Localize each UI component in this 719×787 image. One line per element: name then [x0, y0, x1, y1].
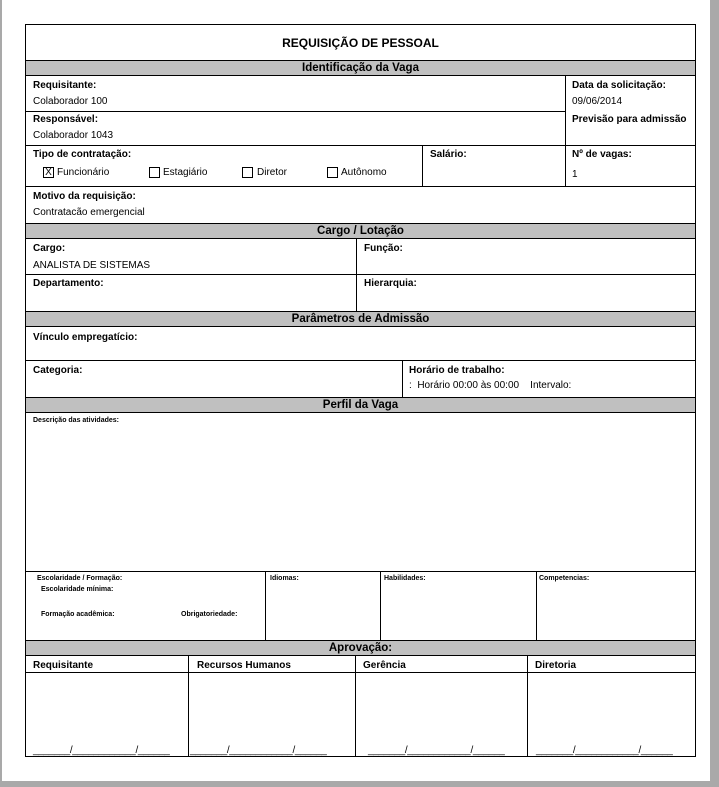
checkbox-label-diretor: Diretor	[257, 167, 288, 178]
horario-label: Horário de trabalho:	[409, 365, 505, 376]
requisition-form	[25, 24, 696, 757]
idiomas-label: Idiomas:	[270, 575, 299, 582]
divider	[422, 145, 423, 186]
section-header-perfil: Perfil da Vaga	[26, 397, 695, 413]
section-header-aprovacao: Aprovação:	[26, 640, 695, 656]
cargo-label: Cargo:	[33, 243, 66, 254]
tipo-contratacao-label: Tipo de contratação:	[33, 149, 132, 160]
previsao-admissao-label: Previsão para admissão	[572, 114, 687, 125]
responsavel-value: Colaborador 1043	[33, 130, 114, 141]
page-shadow	[0, 781, 719, 787]
divider	[536, 571, 537, 640]
divider	[26, 186, 695, 187]
aprovacao-col-diretoria: Diretoria	[535, 660, 577, 671]
signature-line-gerencia: _______/____________/______	[368, 745, 505, 756]
cargo-value: ANALISTA DE SISTEMAS	[33, 260, 151, 271]
requisitante-value: Colaborador 100	[33, 96, 108, 107]
hierarquia-label: Hierarquia:	[364, 278, 417, 289]
habilidades-label: Habilidades:	[384, 575, 426, 582]
checkbox-autonomo[interactable]	[327, 167, 338, 178]
formacao-academica-label: Formação acadêmica:	[41, 611, 115, 618]
form-title: REQUISIÇÃO DE PESSOAL	[282, 36, 439, 50]
divider	[355, 656, 356, 757]
checkbox-label-estagiario: Estagiário	[163, 167, 208, 178]
checkbox-label-funcionario: Funcionário	[57, 167, 110, 178]
requisitante-label: Requisitante:	[33, 80, 97, 91]
num-vagas-label: Nº de vagas:	[572, 149, 632, 160]
competencias-label: Competencias:	[539, 575, 590, 582]
salario-label: Salário:	[430, 149, 467, 160]
divider	[26, 571, 695, 572]
section-header-parametros: Parâmetros de Admissão	[26, 311, 695, 327]
escolaridade-label: Escolaridade / Formação:	[37, 575, 123, 582]
aprovacao-col-gerencia: Gerência	[363, 660, 406, 671]
divider	[565, 145, 566, 186]
data-solicitacao-label: Data da solicitação:	[572, 80, 666, 91]
categoria-label: Categoria:	[33, 365, 83, 376]
section-header-cargo: Cargo / Lotação	[26, 223, 695, 239]
divider	[265, 571, 266, 640]
horario-value: : Horário 00:00 às 00:00 Intervalo:	[409, 380, 572, 391]
checkbox-label-autonomo: Autônomo	[341, 167, 387, 178]
page-shadow	[710, 0, 719, 787]
signature-line-diretoria: _______/____________/______	[536, 745, 673, 756]
divider	[402, 360, 403, 397]
aprovacao-col-requisitante: Requisitante	[33, 660, 94, 671]
num-vagas-value: 1	[572, 169, 578, 180]
signature-line-requisitante: _______/____________/______	[33, 745, 170, 756]
descricao-atividades-label: Descrição das atividades:	[33, 417, 119, 424]
vinculo-label: Vínculo empregatício:	[33, 332, 138, 343]
divider	[26, 360, 695, 361]
divider	[380, 571, 381, 640]
divider	[527, 656, 528, 757]
checkbox-estagiario[interactable]	[149, 167, 160, 178]
funcao-label: Função:	[364, 243, 403, 254]
divider	[188, 656, 189, 757]
motivo-label: Motivo da requisição:	[33, 191, 136, 202]
motivo-value: Contratacão emergencial	[33, 207, 145, 218]
section-header-identificacao: Identificação da Vaga	[26, 60, 695, 76]
divider	[26, 111, 565, 112]
divider	[565, 76, 566, 146]
data-solicitacao-value: 09/06/2014	[572, 96, 623, 107]
escolaridade-minima-label: Escolaridade mínima:	[41, 586, 114, 593]
departamento-label: Departamento:	[33, 278, 104, 289]
checkbox-funcionario[interactable]: X	[43, 167, 54, 178]
aprovacao-col-rh: Recursos Humanos	[197, 660, 291, 671]
divider	[26, 672, 695, 673]
signature-line-rh: _______/____________/______	[190, 745, 327, 756]
responsavel-label: Responsável:	[33, 114, 99, 125]
divider	[26, 274, 695, 275]
page-edge	[0, 0, 2, 787]
checkbox-diretor[interactable]	[242, 167, 253, 178]
divider	[26, 145, 695, 146]
divider	[356, 239, 357, 311]
obrigatoriedade-label: Obrigatoriedade:	[181, 611, 238, 618]
